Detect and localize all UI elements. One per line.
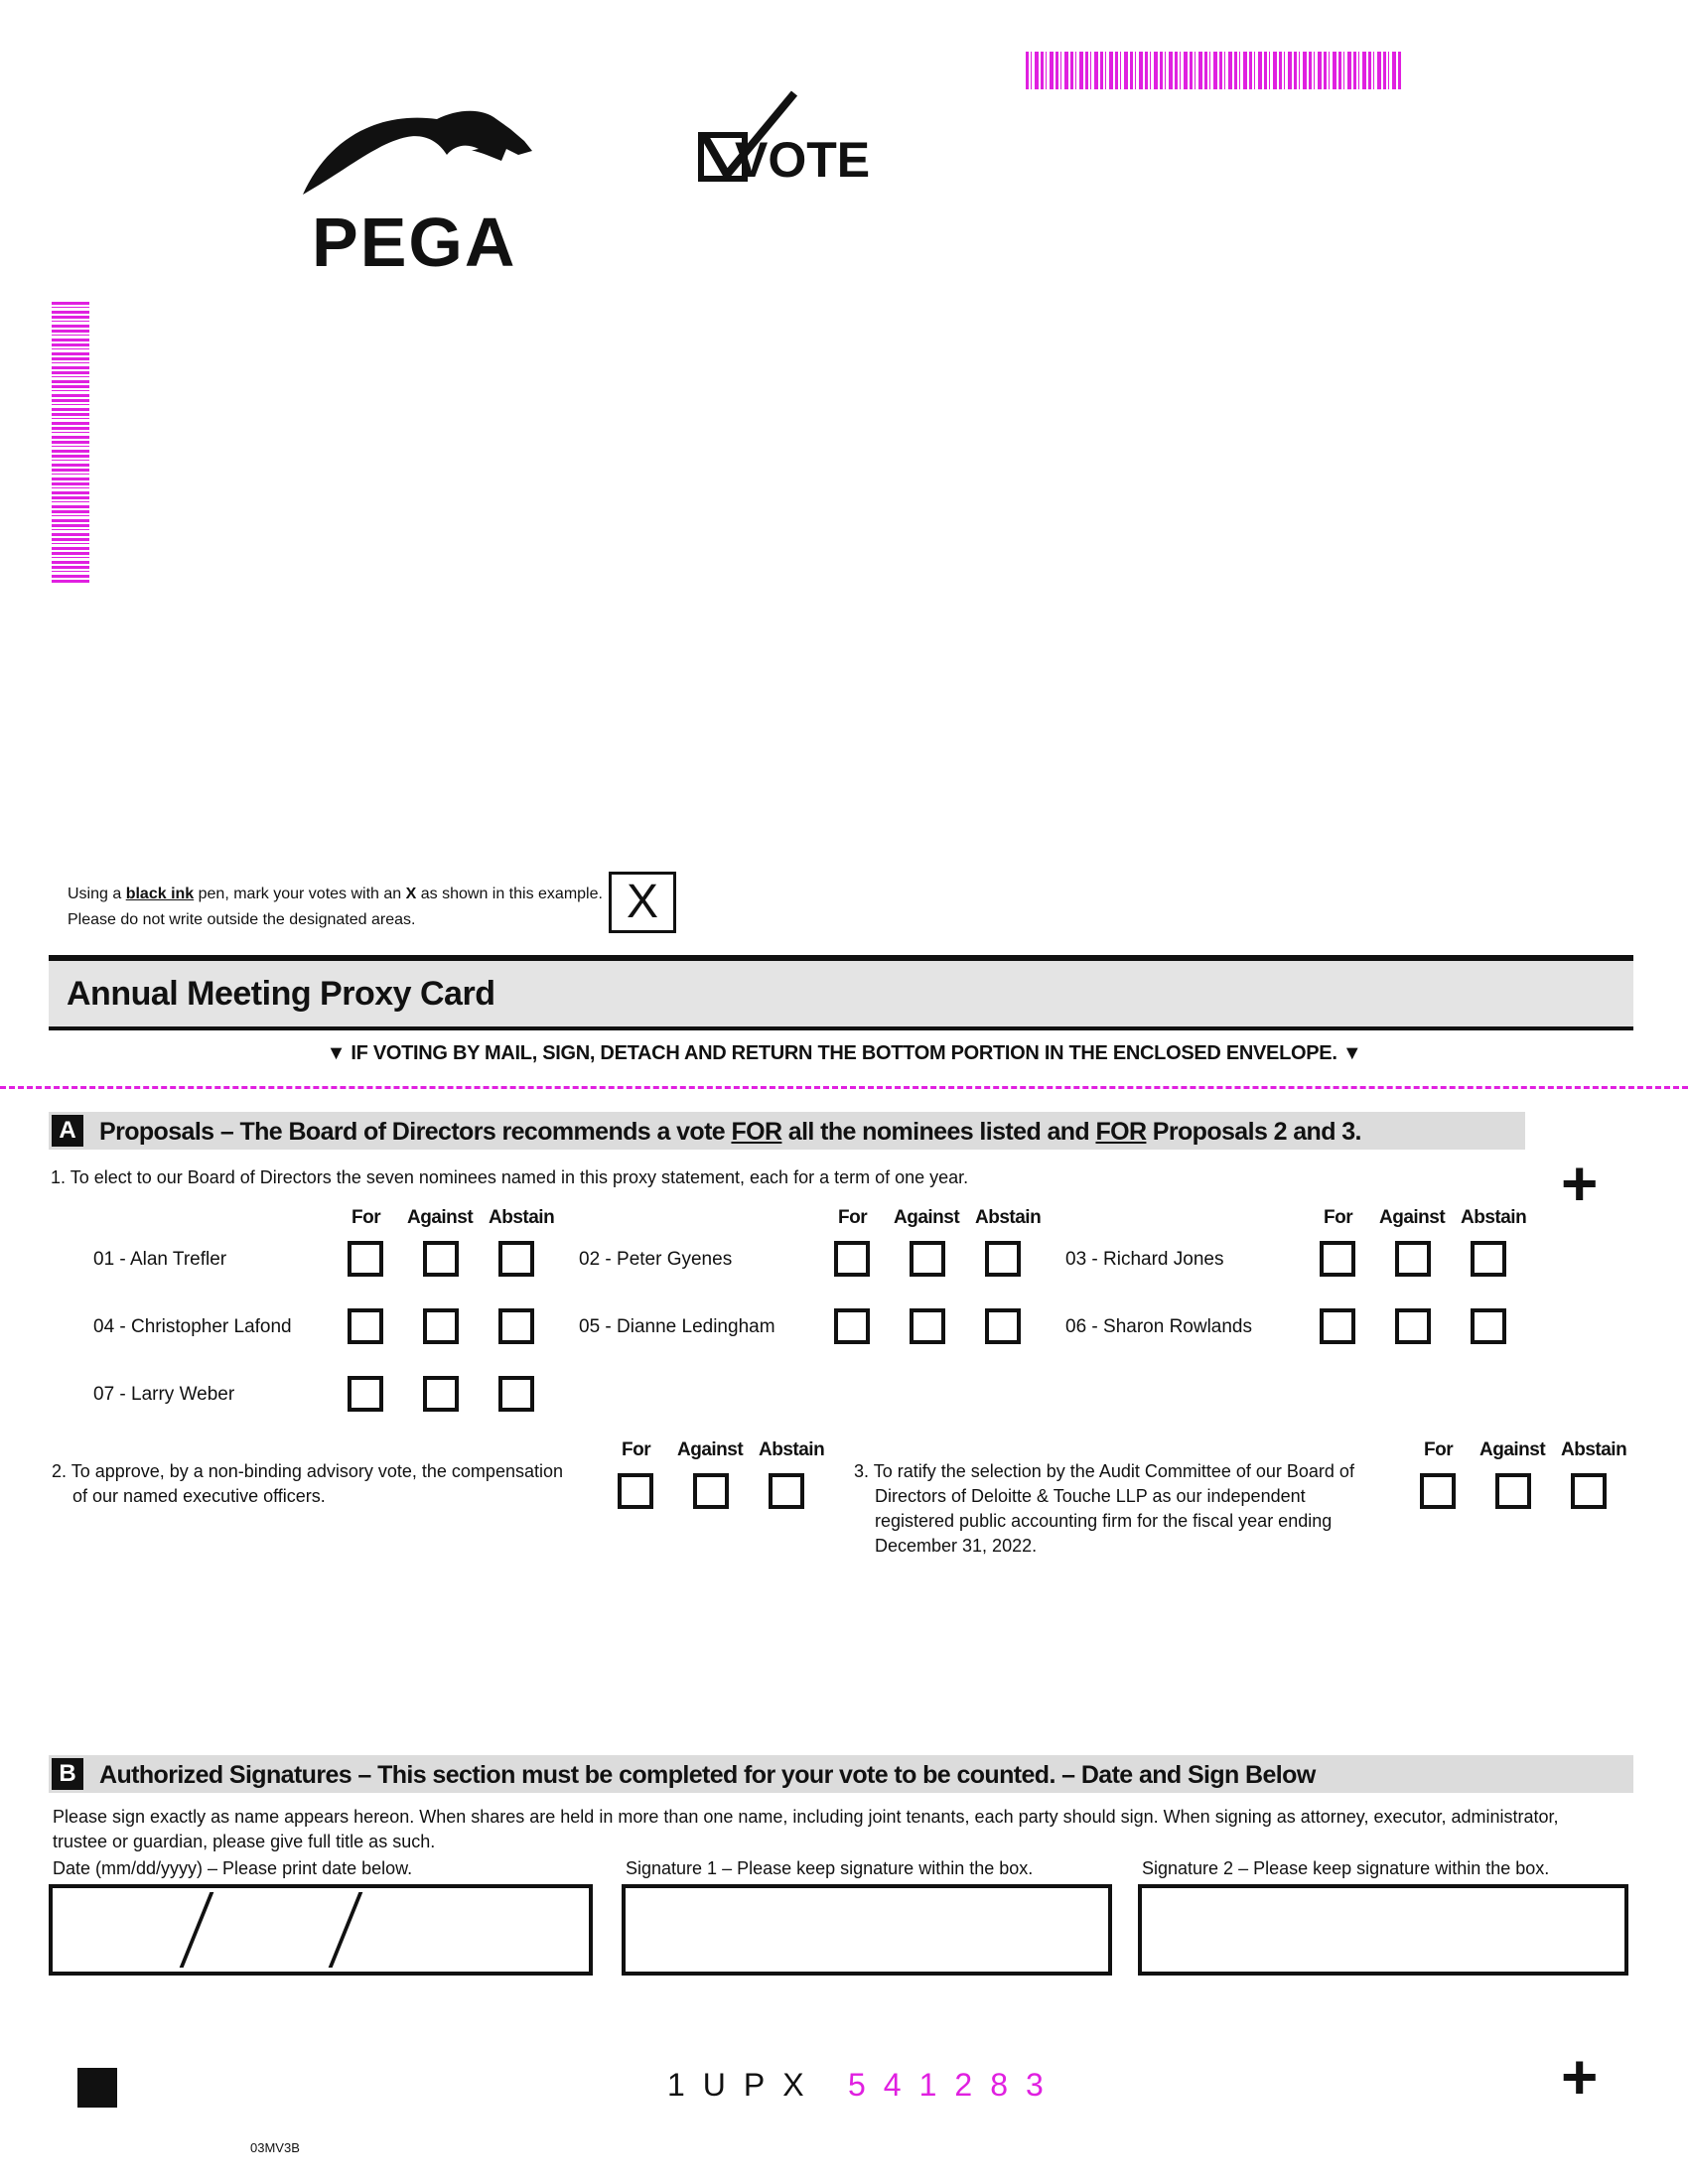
code-black: 1UPX	[667, 2067, 822, 2103]
proposal-3-against-checkbox[interactable]	[1495, 1473, 1531, 1509]
nominee-2-abstain-checkbox[interactable]	[985, 1241, 1021, 1277]
barcode-top	[1026, 52, 1403, 89]
nominee-4-abstain-checkbox[interactable]	[498, 1308, 534, 1344]
nominee-3-for-checkbox[interactable]	[1320, 1241, 1355, 1277]
nominee-3-name: 03 - Richard Jones	[1065, 1249, 1224, 1270]
signature-1-field[interactable]	[622, 1884, 1112, 1976]
plus-mark-bottom: +	[1561, 2041, 1599, 2113]
signature-instructions: Please sign exactly as name appears hereon. When shares are held in more than one name, including joint tenants, each party should sign. When signing as attorney, executor, administrator, trustee or guardian, please give full title as such.	[53, 1807, 1559, 1851]
signature-2-field[interactable]	[1138, 1884, 1628, 1976]
vote-header-for: For	[622, 1439, 651, 1460]
nominee-4-name: 04 - Christopher Lafond	[93, 1316, 292, 1337]
nominee-4-for-checkbox[interactable]	[348, 1308, 383, 1344]
nominee-7-against-checkbox[interactable]	[423, 1376, 459, 1412]
nominee-5-abstain-checkbox[interactable]	[985, 1308, 1021, 1344]
card-title-bar	[49, 955, 1633, 1030]
card-title: Annual Meeting Proxy Card	[67, 975, 495, 1013]
proposal-1-text: 1. To elect to our Board of Directors the seven nominees named in this proxy statement, each for a term of one year.	[51, 1167, 969, 1187]
nominee-6-name: 06 - Sharon Rowlands	[1065, 1316, 1252, 1337]
nominee-1-abstain-checkbox[interactable]	[498, 1241, 534, 1277]
nominee-3-against-checkbox[interactable]	[1395, 1241, 1431, 1277]
nominee-4-against-checkbox[interactable]	[423, 1308, 459, 1344]
vote-header-abstain: Abstain	[1461, 1207, 1527, 1228]
nominee-7-for-checkbox[interactable]	[348, 1376, 383, 1412]
section-b-header: B Authorized Signatures – This section must be completed for your vote to be counted. – Date and Sign Below	[49, 1755, 1633, 1793]
nominee-7-abstain-checkbox[interactable]	[498, 1376, 534, 1412]
signature-2-label: Signature 2 – Please keep signature within the box.	[1142, 1858, 1550, 1878]
vote-header-against: Against	[1379, 1207, 1446, 1228]
nominee-3-abstain-checkbox[interactable]	[1471, 1241, 1506, 1277]
proposal-3-for-checkbox[interactable]	[1420, 1473, 1456, 1509]
nominee-1-against-checkbox[interactable]	[423, 1241, 459, 1277]
nominee-2-name: 02 - Peter Gyenes	[579, 1249, 733, 1270]
registration-square	[77, 2068, 117, 2108]
proposal-2-for-checkbox[interactable]	[618, 1473, 653, 1509]
nominee-2-against-checkbox[interactable]	[910, 1241, 945, 1277]
vote-header-for: For	[1424, 1439, 1454, 1460]
nominee-1-name: 01 - Alan Trefler	[93, 1249, 227, 1270]
vote-wordmark: VOTE	[735, 132, 871, 188]
nominee-7-name: 07 - Larry Weber	[93, 1384, 235, 1405]
nominee-6-against-checkbox[interactable]	[1395, 1308, 1431, 1344]
proposal-3-abstain-checkbox[interactable]	[1571, 1473, 1607, 1509]
vote-header-for: For	[838, 1207, 868, 1228]
signature-1-label: Signature 1 – Please keep signature within the box.	[626, 1858, 1034, 1878]
nominee-5-for-checkbox[interactable]	[834, 1308, 870, 1344]
code-pink: 541283	[848, 2067, 1061, 2103]
proposal-2-abstain-checkbox[interactable]	[769, 1473, 804, 1509]
example-mark-box: X	[609, 872, 676, 933]
vote-header-abstain: Abstain	[759, 1439, 825, 1460]
nominee-5-name: 05 - Dianne Ledingham	[579, 1316, 775, 1337]
proposal-2-against-checkbox[interactable]	[693, 1473, 729, 1509]
vote-header-against: Against	[1479, 1439, 1546, 1460]
date-label: Date (mm/dd/yyyy) – Please print date below.	[53, 1858, 413, 1878]
vote-header-abstain: Abstain	[975, 1207, 1042, 1228]
vote-header-against: Against	[407, 1207, 474, 1228]
mail-instructions: ▼ IF VOTING BY MAIL, SIGN, DETACH AND RETURN THE BOTTOM PORTION IN THE ENCLOSED ENVELOPE. ▼	[326, 1042, 1362, 1064]
date-field[interactable]	[49, 1884, 593, 1976]
pega-wordmark: PEGA	[312, 204, 517, 281]
plus-mark-top: +	[1561, 1148, 1599, 1219]
barcode-side	[52, 302, 89, 583]
nominee-2-for-checkbox[interactable]	[834, 1241, 870, 1277]
pegasus-icon	[298, 99, 546, 218]
proposal-2-text: 2. To approve, by a non-binding advisory vote, the compensation of our named executive officers.	[52, 1461, 563, 1506]
vote-header-against: Against	[894, 1207, 960, 1228]
vote-header-against: Against	[677, 1439, 744, 1460]
marking-instructions: Using a black ink pen, mark your votes with an X as shown in this example. Please do not write outside the designated areas.	[68, 886, 603, 928]
vote-header-abstain: Abstain	[489, 1207, 555, 1228]
vote-logo	[695, 87, 871, 197]
nominee-1-for-checkbox[interactable]	[348, 1241, 383, 1277]
nominee-6-abstain-checkbox[interactable]	[1471, 1308, 1506, 1344]
vote-header-abstain: Abstain	[1561, 1439, 1627, 1460]
form-id: 03MV3B	[250, 2140, 300, 2155]
section-a-header: A Proposals – The Board of Directors recommends a vote FOR all the nominees listed and FOR Proposals 2 and 3.	[49, 1112, 1525, 1150]
detach-line	[0, 1086, 1688, 1089]
pega-logo	[298, 99, 546, 281]
vote-header-for: For	[1324, 1207, 1353, 1228]
nominee-5-against-checkbox[interactable]	[910, 1308, 945, 1344]
vote-header-for: For	[352, 1207, 381, 1228]
nominee-6-for-checkbox[interactable]	[1320, 1308, 1355, 1344]
proposal-3-text: 3. To ratify the selection by the Audit Committee of our Board of Directors of Deloitte & Touche LLP as our independent registered public accounting firm for the fiscal year ending December 31, 2022.	[854, 1461, 1354, 1556]
